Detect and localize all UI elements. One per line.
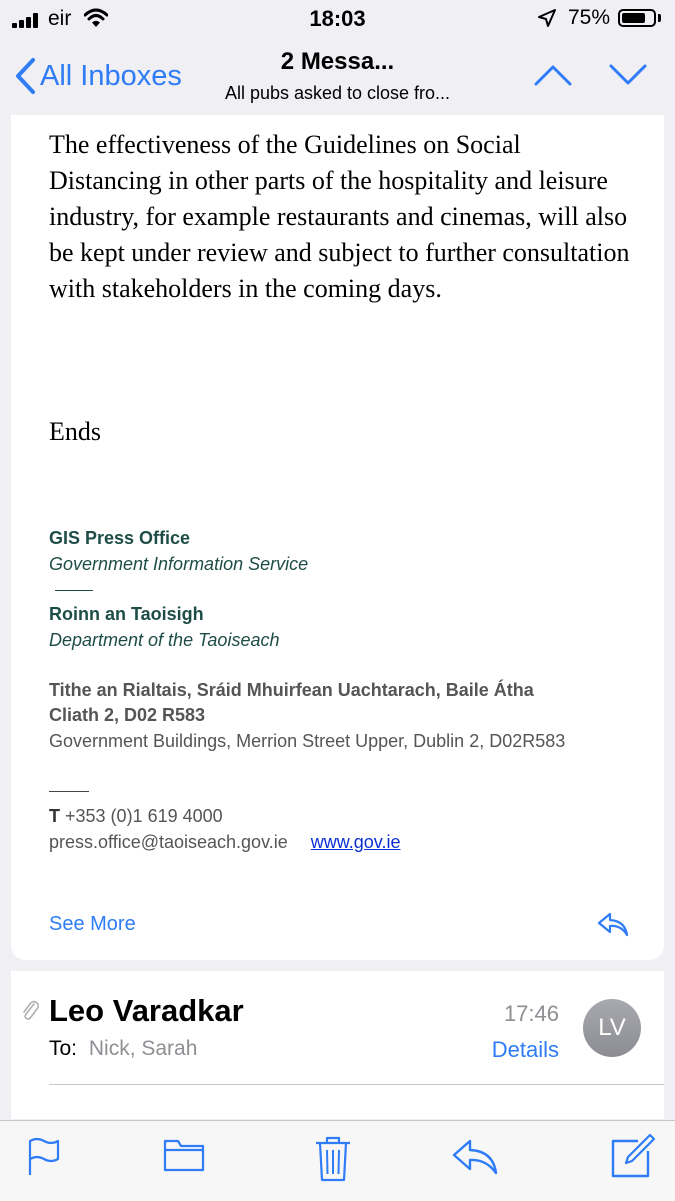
back-button-label: All Inboxes (40, 59, 182, 92)
attachment-paperclip-icon (21, 998, 39, 1022)
folder-icon[interactable] (163, 1137, 205, 1173)
next-message-header[interactable] (11, 971, 664, 1119)
website-link[interactable]: www.gov.ie (310, 832, 401, 852)
email-link[interactable]: press.office@taoiseach.gov.ie (49, 832, 288, 852)
nav-bar (0, 40, 675, 115)
signature-divider-2 (49, 791, 89, 792)
battery-nub (658, 14, 661, 22)
message-ends: Ends (49, 417, 101, 446)
previous-message-chevron-up-icon[interactable] (533, 62, 573, 88)
bottom-toolbar (0, 1120, 675, 1201)
signature-phone-line (49, 806, 223, 827)
signature-contact-line (49, 832, 400, 853)
trash-icon[interactable] (314, 1135, 352, 1183)
carrier-name: eir (48, 7, 72, 30)
status-bar (0, 0, 675, 40)
to-label: To: (49, 1037, 78, 1060)
signature-address-irish-line2: Cliath 2, D02 R583 (49, 705, 206, 725)
location-arrow-icon (537, 8, 557, 28)
signature-dept-irish: Roinn an Taoisigh (49, 604, 204, 624)
signature-office: GIS Press Office (49, 528, 191, 548)
see-more-button[interactable]: See More (49, 913, 136, 935)
thread-title: 2 Messa... (280, 48, 395, 75)
thread-subject: All pubs asked to close fro... (224, 83, 451, 103)
reply-icon[interactable] (597, 911, 629, 939)
signature-divider (55, 590, 93, 591)
recipients[interactable]: Nick, Sarah (88, 1037, 198, 1060)
recipients-line (49, 1037, 197, 1061)
phone-prefix: T (49, 806, 60, 826)
signature-address-english: Government Buildings, Merrion Street Upper, Dublin 2, D02R583 (49, 731, 566, 751)
compose-icon[interactable] (610, 1133, 656, 1179)
details-button[interactable]: Details (491, 1037, 559, 1062)
phone-number[interactable]: +353 (0)1 619 4000 (65, 806, 223, 826)
avatar[interactable]: LV (583, 999, 641, 1057)
message-card (11, 115, 664, 960)
sender-name: Leo Varadkar (49, 993, 244, 1028)
message-time: 17:46 (503, 1001, 559, 1026)
battery-icon (618, 9, 656, 27)
battery-percent: 75% (568, 6, 611, 29)
signature-dept-english: Department of the Taoiseach (49, 630, 280, 650)
signature-service: Government Information Service (49, 554, 309, 574)
next-message-chevron-down-icon[interactable] (608, 62, 648, 88)
flag-icon[interactable] (26, 1137, 62, 1177)
reply-icon[interactable] (451, 1137, 499, 1177)
signature-address-irish-line1: Tithe an Rialtais, Sráid Mhuirfean Uachtarach, Baile Átha (49, 680, 534, 700)
message-body-text: The effectiveness of the Guidelines on Social Distancing in other parts of the hospitality and leisure industry, for example restaurants and cinemas, will also be kept under review and subject to further consultation with stakeholders in the coming days. (49, 130, 630, 303)
status-time: 18:03 (309, 6, 366, 31)
divider (49, 1084, 664, 1085)
